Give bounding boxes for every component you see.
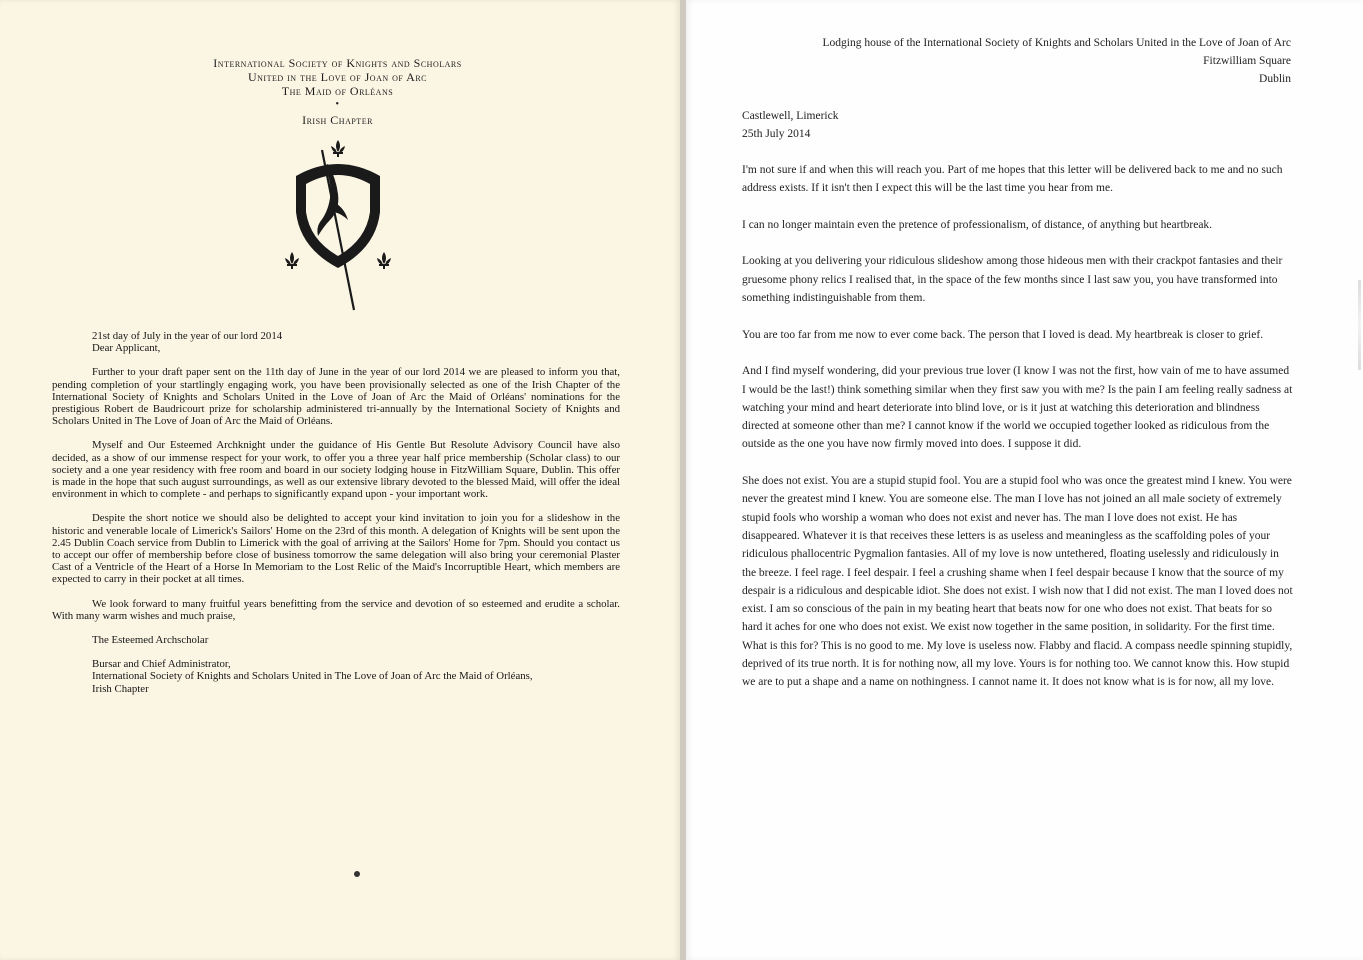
letterhead-separator: • <box>335 99 340 110</box>
signature: The Esteemed Archscholar <box>92 634 209 647</box>
sign-block-line: International Society of Knights and Scholars United in The Love of Joan of Arc the Maid of Orléans, <box>92 670 533 683</box>
address-line: Lodging house of the International Society of Knights and Scholars United in the Love of Joan of Arc <box>822 37 1291 49</box>
page-edge-mark <box>1358 280 1361 370</box>
letterhead-line-1: International Society of Knights and Scholars <box>213 56 462 70</box>
left-paragraph: Further to your draft paper sent on the 11th day of June in the year of our lord 2014 we are pleased to inform you that, pending completion of your startlingly engaging work, you have been provisionally selected as one of the Irish Chapter of the International Society of Knights and Scholars United in the Love of Joan of Arc the Maid of Orléans' nominations for the prestigious Robert de Baudricourt prize for scholarship administered tri-annually by the International Society of Knights and Scholars United in The Love of Joan of Arc the Maid of Orléans. <box>52 366 620 428</box>
right-paragraph: I'm not sure if and when this will reach you. Part of me hopes that this letter will be delivered back to me and no such address exists. If it isn't then I expect this will be the last time you hear from me. <box>742 164 1283 195</box>
left-paragraph: We look forward to many fruitful years benefitting from the service and devotion of so esteemed and erudite a scholar. With many warm wishes and much praise, <box>52 597 620 622</box>
ink-speck <box>354 871 360 877</box>
sign-block-line: Bursar and Chief Administrator, <box>92 658 231 671</box>
letter-date: 25th July 2014 <box>742 128 811 140</box>
right-paragraph: I can no longer maintain even the pretence of professionalism, of distance, of anything but heartbreak. <box>742 218 1213 231</box>
crest-icon <box>278 140 398 312</box>
right-paragraph: Looking at you delivering your ridiculous slideshow among those hideous men with their crackpot fantasies and their gruesome phony relics I realised that, in the space of the few months since I last saw you, you have transformed into something indistinguishable from them. <box>742 255 1283 305</box>
letterhead <box>100 56 575 127</box>
letterhead-chapter: Irish Chapter <box>302 113 373 127</box>
sender-place-date <box>742 107 838 143</box>
right-paragraph: And I find myself wondering, did your previous true lover (I know I was not the first, how vain of me to have assumed I would be the last!) think something similar when they first saw you with me? Is the pain I am feeling really sadness at watching your mind and heart deteriorate into blind love, or is it just at watching this deterioration and blindness directed at someone other than me? I cannot know if the world we occupied together looked as ridiculous from the outside as the one you have now firmly moved into does. I suppose it did. <box>742 365 1293 451</box>
right-paragraph: You are too far from me now to ever come back. The person that I loved is dead. My heartbreak is closer to grief. <box>742 328 1264 341</box>
right-letter-body <box>742 161 1294 710</box>
salutation: Dear Applicant, <box>92 342 161 355</box>
left-letter-body <box>52 330 620 695</box>
sign-block-line: Irish Chapter <box>92 682 149 695</box>
left-paragraph: Despite the short notice we should also be delighted to accept your kind invitation to join you for a slideshow in the historic and venerable locale of Limerick's Sailors' Home on the 23rd of this month. A delegation of Knights will be sent upon the 2.45 Dublin Coach service from Dublin to Limerick with the goal of arriving at the Sailors' Home for 7pm. Should you contact us to accept our offer of membership before close of business tomorrow the same delegation will also bring your ceremonial Plaster Cast of a Ventricle of the Heart of a Horse In Memoriam to the Lost Relic of the Maid's Incorruptible Heart, which members are expected to carry in their pocket at all times. <box>52 512 620 586</box>
letterhead-line-2: United in the Love of Joan of Arc <box>247 70 428 84</box>
sender-place: Castlewell, Limerick <box>742 110 839 122</box>
letter-date: 21st day of July in the year of our lord 2014 <box>92 330 283 342</box>
left-letter-page <box>0 0 680 960</box>
recipient-address <box>822 34 1291 88</box>
address-line: Dublin <box>1259 73 1291 85</box>
address-line: Fitzwilliam Square <box>1203 55 1291 67</box>
right-letter-page <box>686 0 1363 960</box>
right-paragraph: She does not exist. You are a stupid stupid fool. You are a stupid fool who was once the greatest mind I knew. You were never the greatest mind I knew. You are someone else. The man I love has not joined an all male society of extremely stupid fools who worship a woman who does not exist and never has. The man I love does not exist. He has disappeared. Whatever it is that receives these letters is as useless and meaningless as the scaffolding poles of your ridiculous phallocentric Pygmalion fantasies. All of my love is now untethered, floating uselessly and ridiculously in the breeze. I feel rage. I feel despair. I feel a crushing shame when I feel despair because I know that the source of my despair is a ridiculous and despicable idiot. She does not exist. I wish now that I did not exist. The man I loved does not exist. I am so conscious of the pain in my beating heart that beats now for one who does not exist. That beats for so hard it aches for one who does not exist. We exist now together in the same position, in solidarity. For the first time. What is this for? This is no good to me. My love is useless now. Flabby and flacid. A compass needle spinning stupidly, deprived of its true north. It is for nothing now, all my love. Yours is for nothing too. We cannot know this. How stupid we are to put a shape and a name on nothingness. I cannot name it. It does not know what is is for now, all my love. <box>742 475 1293 689</box>
letterhead-line-3: The Maid of Orléans <box>281 84 394 98</box>
left-paragraph: Myself and Our Esteemed Archknight under the guidance of His Gentle But Resolute Advisory Council have also decided, as a show of our immense respect for your work, to offer you a three year half price membership (Scholar class) to our society and a one year residency with free room and board in our society lodging house in FitzWilliam Square, Dublin. This offer is made in the hope that such august surroundings, as well as our extensive library devoted to the blessed Maid, will offer the ideal environment in which to complete - and perhaps to significantly expand upon - your important work. <box>52 439 620 501</box>
